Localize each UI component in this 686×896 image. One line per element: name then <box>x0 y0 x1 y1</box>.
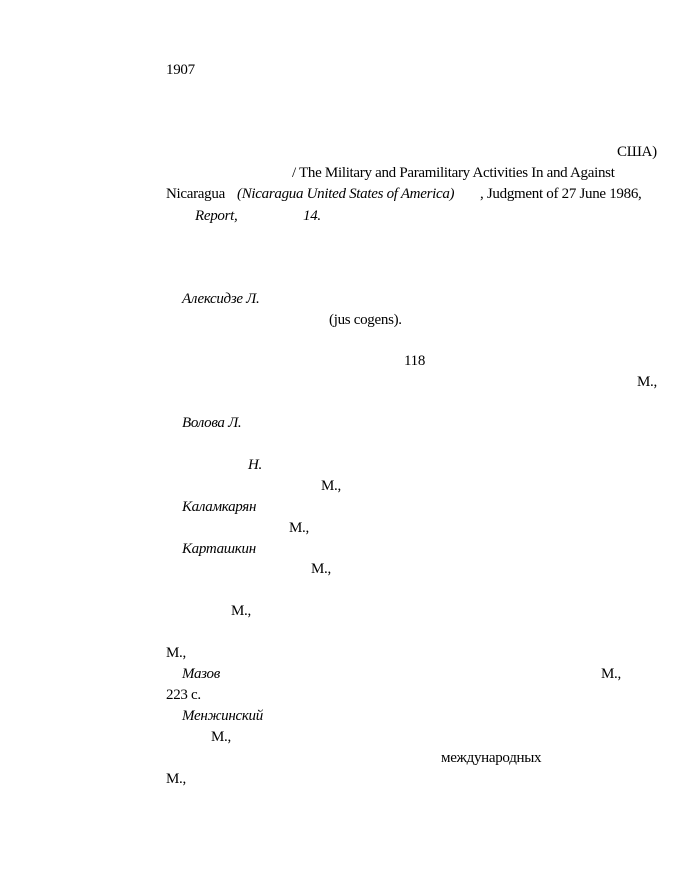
case-title-line: / The Military and Paramilitary Activities In and Against <box>292 165 615 181</box>
author-initial: Н. <box>248 457 262 473</box>
case-nicaragua: Nicaragua <box>166 186 225 202</box>
author-volova: Волова Л. <box>182 415 242 431</box>
publisher-city: М., <box>637 374 657 390</box>
usa-abbreviation: США) <box>617 144 657 160</box>
year-text: 1907 <box>166 62 195 78</box>
author-aleksidze: Алексидзе Л. <box>182 291 260 307</box>
publisher-city: М., <box>231 603 251 619</box>
report-page: 14. <box>303 208 321 224</box>
publisher-city: М., <box>289 520 309 536</box>
jus-cogens-text: (jus cogens). <box>329 312 402 328</box>
word-mezhdunarodnykh: международных <box>441 750 542 766</box>
publisher-city: М., <box>166 771 186 787</box>
publisher-city: М., <box>211 729 231 745</box>
publisher-city: М., <box>311 561 331 577</box>
publisher-city: М., <box>321 478 341 494</box>
page-count-118: 118 <box>404 353 426 369</box>
author-kartashkin: Карташкин <box>182 541 256 557</box>
page-count-223: 223 с. <box>166 687 201 703</box>
publisher-city: М., <box>601 666 621 682</box>
author-mazov: Мазов <box>182 666 220 682</box>
publisher-city: М., <box>166 645 186 661</box>
author-kalamkaryan: Каламкарян <box>182 499 257 515</box>
author-menzhinsky: Менжинский <box>182 708 263 724</box>
case-judgment: , Judgment of 27 June 1986, <box>480 186 642 202</box>
case-parties: (Nicaragua United States of America) <box>237 186 455 202</box>
report-label: Report, <box>195 208 238 224</box>
